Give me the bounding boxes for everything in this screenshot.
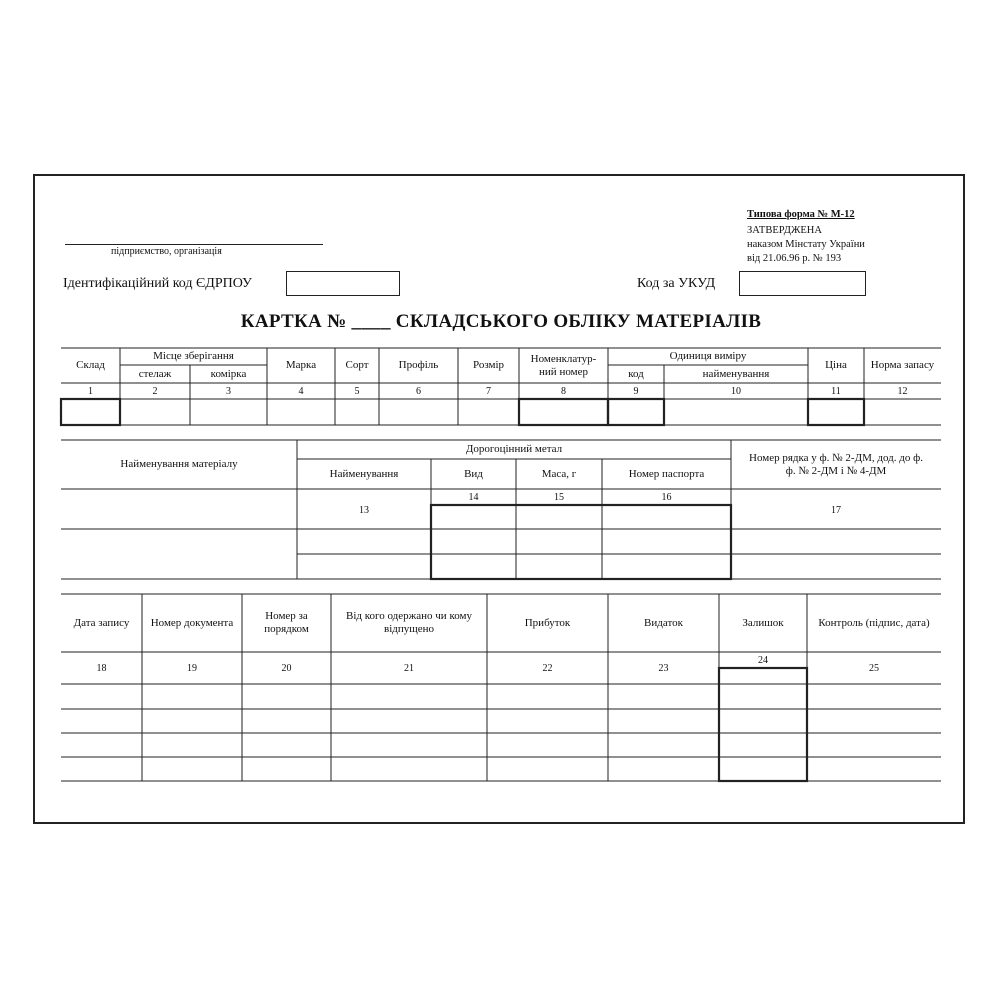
col-num: 9 (633, 385, 639, 397)
form-sheet (33, 174, 965, 824)
col-rozmir: Розмір (472, 359, 505, 371)
col-num: 6 (416, 385, 421, 397)
col-poriadok: Номер за порядком (264, 610, 309, 635)
ukud-label: Код за УКУД (637, 276, 716, 291)
col-komirka: комірка (210, 367, 247, 380)
col-stelazh: стелаж (138, 367, 172, 380)
col-kontrol: Контроль (підпис, дата) (818, 616, 930, 629)
form-order: наказом Мінстату України (747, 239, 865, 250)
edrpou-label: Ідентифікаційний код ЄДРПОУ (63, 276, 252, 291)
col-dokument: Номер документа (150, 616, 234, 629)
org-caption: підприємство, організація (111, 246, 222, 257)
col-zalyshok: Залишок (742, 616, 784, 629)
col-riadok: Номер рядка у ф. № 2-ДМ, дод. до ф. ф. № 2-ДМ і № 4-ДМ (749, 451, 923, 477)
col-num: 7 (486, 385, 491, 397)
col-metal: Дорогоцінний метал (465, 443, 563, 455)
col-num: 10 (731, 385, 741, 397)
col-num: 17 (831, 505, 841, 516)
col-num: 5 (354, 385, 360, 397)
col-vid-koho: Від кого одержано чи кому відпущено (345, 610, 472, 635)
col-num: 19 (187, 662, 197, 674)
col-num: 2 (152, 385, 158, 397)
col-num: 4 (298, 385, 304, 397)
col-sklad: Склад (76, 359, 105, 371)
form-number: Типова форма № М-12 (747, 209, 855, 220)
col-naim-mat: Найменування матеріалу (120, 458, 238, 470)
col-prybutok: Прибуток (524, 616, 571, 629)
col-num: 18 (96, 662, 107, 674)
form-approved: ЗАТВЕРДЖЕНА (747, 225, 822, 236)
col-num: 11 (831, 385, 841, 397)
col-kod: код (628, 367, 644, 380)
page-title: КАРТКА № ____ СКЛАДСЬКОГО ОБЛІКУ МАТЕРІАЛІВ (240, 311, 762, 332)
col-num: 20 (281, 662, 292, 674)
col-vydatok: Видаток (644, 616, 683, 629)
col-metal-naim: Найменування (329, 467, 399, 480)
col-vyd: Вид (464, 467, 483, 480)
col-num: 15 (554, 491, 564, 503)
col-num: 3 (226, 385, 231, 397)
col-num: 8 (561, 385, 566, 397)
col-num: 1 (88, 385, 93, 397)
col-num: 14 (468, 491, 479, 503)
col-pasport: Номер паспорта (628, 467, 705, 480)
col-profil: Профіль (398, 359, 439, 371)
col-nomenkl: Номенклатур-ний номер (530, 352, 597, 378)
form-date: від 21.06.96 р. № 193 (747, 253, 842, 264)
col-num: 16 (661, 491, 672, 503)
col-num: 12 (897, 385, 908, 397)
col-num: 23 (658, 662, 669, 674)
col-tsina: Ціна (825, 359, 847, 371)
col-odynytsia: Одиниця виміру (669, 350, 747, 362)
col-num: 13 (359, 505, 369, 516)
col-marka: Марка (285, 359, 317, 371)
col-num: 22 (542, 662, 553, 674)
col-masa: Маса, г (541, 467, 577, 480)
col-norma: Норма запасу (870, 359, 935, 371)
col-mistse: Місце зберігання (153, 350, 234, 362)
col-sort: Сорт (345, 359, 369, 371)
col-num: 25 (869, 662, 879, 674)
col-data: Дата запису (73, 616, 130, 629)
col-num: 21 (404, 662, 414, 674)
col-naim: найменування (702, 367, 770, 380)
col-num: 24 (758, 654, 768, 666)
